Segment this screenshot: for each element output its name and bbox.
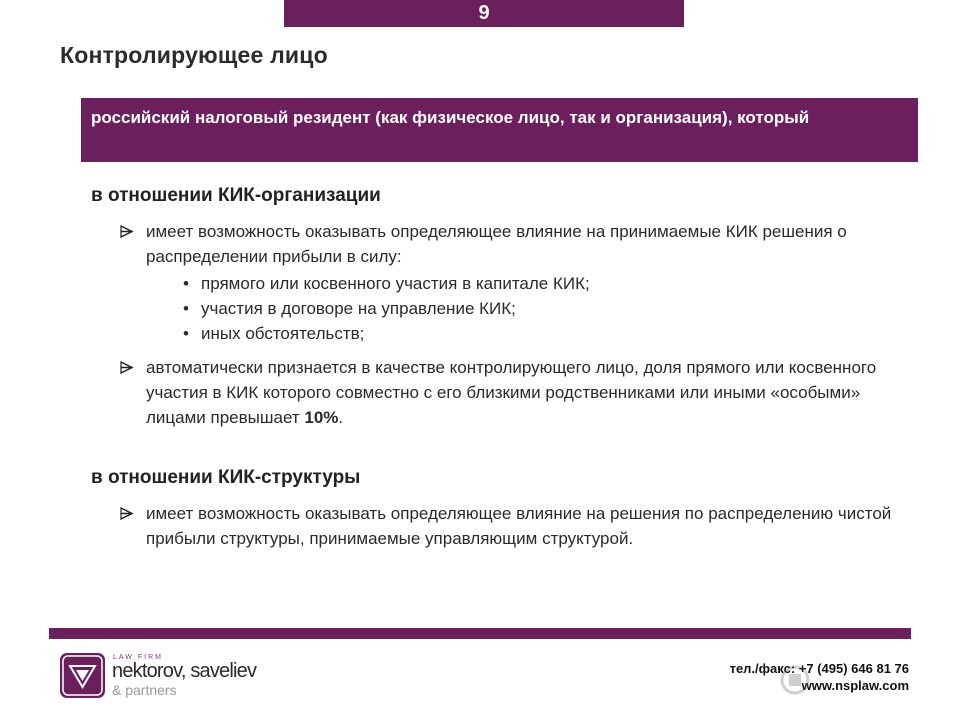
bullet-influence-structure — [120, 501, 920, 551]
logo-firm-label: LAW FIRM — [113, 654, 163, 661]
threshold-value: 10% — [304, 408, 339, 427]
page-number-badge: 9 — [284, 0, 684, 27]
logo-partners: & partners — [112, 682, 177, 698]
subitem-text: иных обстоятельств; — [201, 324, 365, 343]
dot-bullet-icon: • — [183, 274, 189, 293]
watermark-icon — [775, 660, 915, 700]
subitem-management-contract — [183, 297, 516, 321]
dot-bullet-icon: • — [183, 299, 189, 318]
bullet-text — [146, 355, 920, 430]
footer-divider — [49, 628, 911, 639]
bullet-text: имеет возможность оказывать определяющее влияние на принимаемые КИК решения о распределении прибыли в силу: — [146, 222, 847, 266]
bullet-automatic-recognition — [120, 355, 920, 430]
firm-logo — [60, 653, 300, 705]
bullet-influence-organization — [120, 219, 920, 269]
subitem-text: участия в договоре на управление КИК; — [201, 299, 516, 318]
arrow-bullet-icon — [120, 501, 140, 526]
bullet-text-main: автоматически признается в качестве контролирующего лицо, доля прямого или косвенного участия в КИК которого совместно с его близкими родственниками или иными «особыми» лицами превышает — [146, 358, 877, 427]
bullet-text: имеет возможность оказывать определяющее влияние на решения по распределению чистой прибыли структуры, принимаемые управляющим структурой. — [146, 504, 892, 548]
section-heading-kik-organization: в отношении КИК-организации — [91, 185, 381, 206]
banner-text: российский налоговый резидент (как физическое лицо, так и организация), который — [91, 108, 810, 127]
arrow-bullet-icon — [120, 355, 140, 380]
arrow-bullet-icon — [120, 219, 140, 244]
bullet-text-end: . — [338, 408, 344, 427]
slide-title: Контролирующее лицо — [60, 42, 328, 68]
phone-fax: тел./факс: +7 (495) 646 81 76 — [729, 661, 909, 676]
logo-name: nektorov, saveliev — [112, 660, 257, 682]
definition-banner — [81, 98, 918, 162]
subitem-capital-participation — [183, 272, 590, 296]
logo-triangle-icon — [60, 653, 105, 698]
website-link[interactable]: www.nsplaw.com — [801, 678, 909, 693]
subitem-other-circumstances — [183, 322, 364, 346]
dot-bullet-icon: • — [183, 324, 189, 343]
subitem-text: прямого или косвенного участия в капитале КИК; — [201, 274, 590, 293]
section-heading-kik-structure: в отношении КИК-структуры — [91, 467, 361, 488]
